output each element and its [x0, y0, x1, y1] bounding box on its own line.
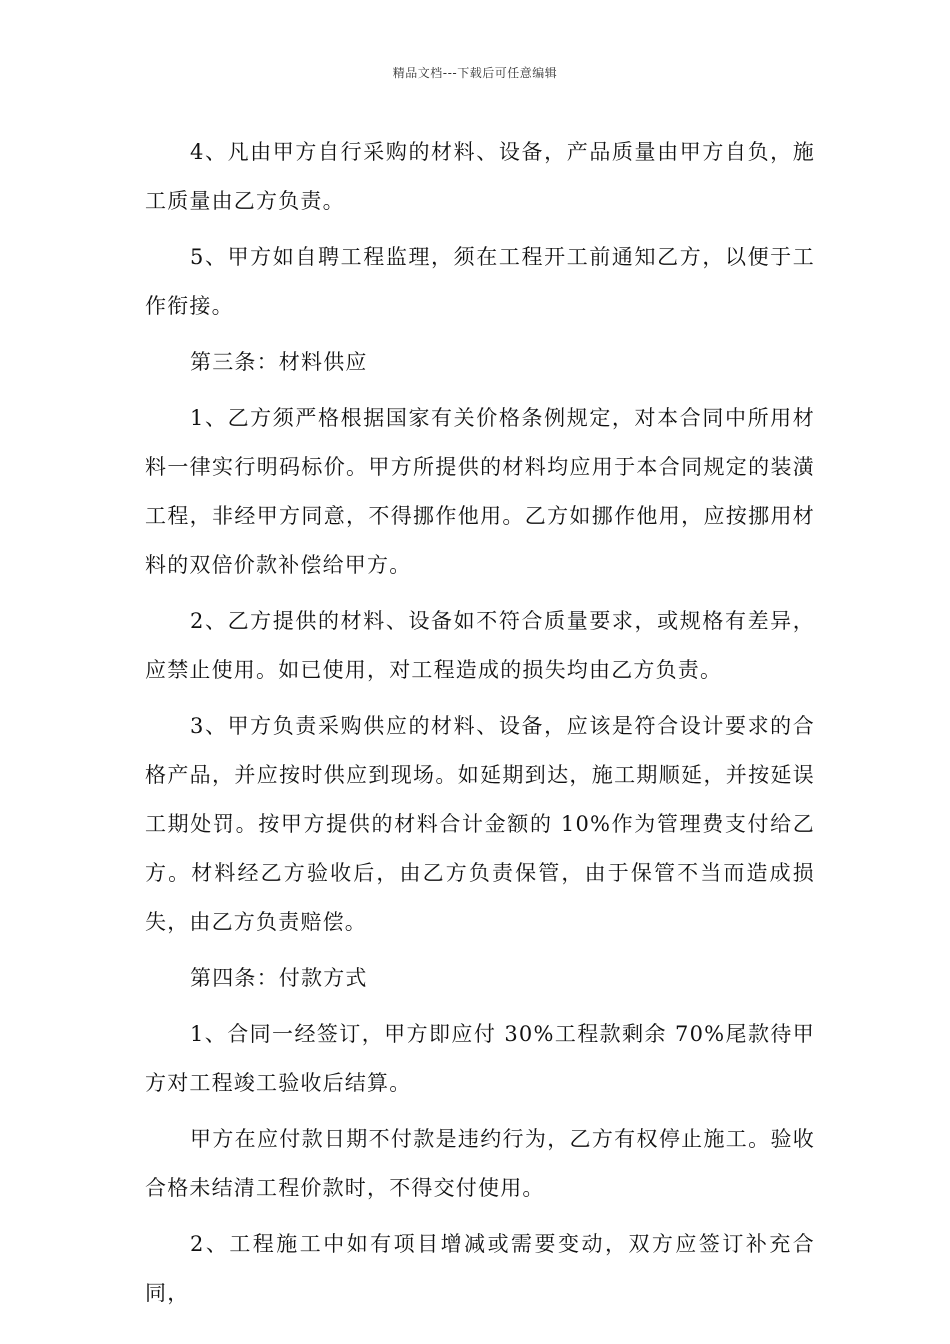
paragraph-clause-4-item-1: 1、合同一经签订，甲方即应付 30%工程款剩余 70%尾款待甲方对工程竣工验收后结算。: [145, 1022, 815, 1095]
page-header: 精品文档---下载后可任意编辑: [392, 66, 558, 80]
section-heading-clause-4: 第四条：付款方式: [190, 966, 368, 990]
paragraph-clause-4-note: 甲方在应付款日期不付款是违约行为，乙方有权停止施工。验收合格未结清工程价款时，不得交付使用。: [145, 1127, 815, 1200]
section-heading-clause-3: 第三条：材料供应: [190, 350, 368, 374]
paragraph-clause-2-item-5: 5、甲方如自聘工程监理，须在工程开工前通知乙方，以便于工作衔接。: [145, 245, 815, 318]
paragraph-clause-2-item-4: 4、凡由甲方自行采购的材料、设备，产品质量由甲方自负，施工质量由乙方负责。: [145, 140, 815, 213]
paragraph-clause-4-item-2: 2、工程施工中如有项目增减或需要变动，双方应签订补充合同，: [145, 1232, 815, 1305]
paragraph-clause-3-item-1: 1、乙方须严格根据国家有关价格条例规定，对本合同中所用材料一律实行明码标价。甲方所提供的材料均应用于本合同规定的装潢工程，非经甲方同意，不得挪作他用。乙方如挪作他用，应按挪用材料的双倍价款补偿给甲方。: [145, 406, 815, 577]
document-body: [145, 128, 815, 1325]
paragraph-clause-3-item-2: 2、乙方提供的材料、设备如不符合质量要求，或规格有差异，应禁止使用。如已使用，对工程造成的损失均由乙方负责。: [145, 609, 815, 682]
paragraph-clause-3-item-3: 3、甲方负责采购供应的材料、设备，应该是符合设计要求的合格产品，并应按时供应到现场。如延期到达，施工期顺延，并按延误工期处罚。按甲方提供的材料合计金额的 10%作为管理费支付给乙方。材料经乙方验收后，由乙方负责保管，由于保管不当而造成损失，由乙方负责赔偿。: [145, 714, 815, 934]
